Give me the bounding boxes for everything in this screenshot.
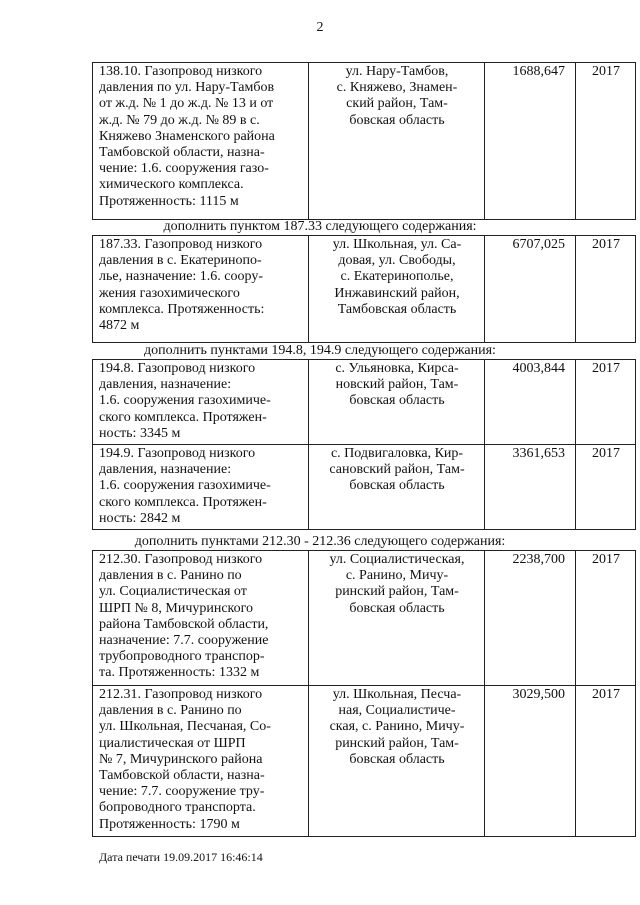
object-value: 4003,844 xyxy=(485,360,576,445)
object-year: 2017 xyxy=(576,236,636,343)
print-date-footer: Дата печати 19.09.2017 16:46:14 xyxy=(99,850,263,864)
object-address: ул. Школьная, ул. Са- довая, ул. Свободы, с. Екатеринополье, Инжавинский район, Тамбовская область xyxy=(309,236,485,343)
object-address: с. Подвигаловка, Кир- сановский район, Там- бовская область xyxy=(309,445,485,530)
registry-table-block-2 xyxy=(92,235,636,343)
table-row xyxy=(93,445,636,530)
table-row xyxy=(93,360,636,445)
page-number: 2 xyxy=(316,20,324,35)
object-description: 187.33. Газопровод низкого давления в с. Екатеринопо- лье, назначение: 1.6. соору- жения газохимического комплекса. Протяженность: 4872 м xyxy=(93,236,309,343)
object-value: 6707,025 xyxy=(485,236,576,343)
object-year: 2017 xyxy=(576,551,636,686)
object-year: 2017 xyxy=(576,360,636,445)
registry-table-block-1 xyxy=(92,62,636,220)
table-row xyxy=(93,63,636,220)
object-address: ул. Школьная, Песча- ная, Социалистиче- ская, с. Ранино, Мичу- ринский район, Там- бовская область xyxy=(309,686,485,837)
object-description: 194.9. Газопровод низкого давления, назначение: 1.6. сооружения газохимиче- ского комплекса. Протяжен- ность: 2842 м xyxy=(93,445,309,530)
object-address: ул. Социалистическая, с. Ранино, Мичу- ринский район, Там- бовская область xyxy=(309,551,485,686)
object-value: 1688,647 xyxy=(485,63,576,220)
registry-table-block-4 xyxy=(92,550,636,837)
object-description: 212.31. Газопровод низкого давления в с. Ранино по ул. Школьная, Песчаная, Со- циалистическая от ШРП № 7, Мичуринского района Тамбовской области, назна- чение: 7.7. сооружение тру- бопроводного транспорта. Протяженность: 1790 м xyxy=(93,686,309,837)
registry-table-block-3 xyxy=(92,359,636,530)
section-intro: дополнить пунктами 194.8, 194.9 следующего содержания: xyxy=(144,343,496,358)
section-intro: дополнить пунктами 212.30 - 212.36 следующего содержания: xyxy=(134,534,506,549)
object-value: 3361,653 xyxy=(485,445,576,530)
object-year: 2017 xyxy=(576,686,636,837)
object-address: ул. Нару-Тамбов, с. Княжево, Знамен- ский район, Там- бовская область xyxy=(309,63,485,220)
object-description: 212.30. Газопровод низкого давления в с. Ранино по ул. Социалистическая от ШРП № 8, Мичуринского района Тамбовской области, назначение: 7.7. сооружение трубопроводного транспор- та. Протяженность: 1332 м xyxy=(93,551,309,686)
object-value: 3029,500 xyxy=(485,686,576,837)
table-row xyxy=(93,551,636,686)
table-row xyxy=(93,686,636,837)
table-row xyxy=(93,236,636,343)
object-description: 138.10. Газопровод низкого давления по ул. Нару-Тамбов от ж.д. № 1 до ж.д. № 13 и от ж.д. № 79 до ж.д. № 89 в с. Княжево Знаменского района Тамбовской области, назна- чение: 1.6. сооружения газо- химического комплекса. Протяженность: 1115 м xyxy=(93,63,309,220)
object-value: 2238,700 xyxy=(485,551,576,686)
object-description: 194.8. Газопровод низкого давления, назначение: 1.6. сооружения газохимиче- ского комплекса. Протяжен- ность: 3345 м xyxy=(93,360,309,445)
object-year: 2017 xyxy=(576,63,636,220)
section-intro: дополнить пунктом 187.33 следующего содержания: xyxy=(163,219,477,234)
object-address: с. Ульяновка, Кирса- новский район, Там- бовская область xyxy=(309,360,485,445)
object-year: 2017 xyxy=(576,445,636,530)
